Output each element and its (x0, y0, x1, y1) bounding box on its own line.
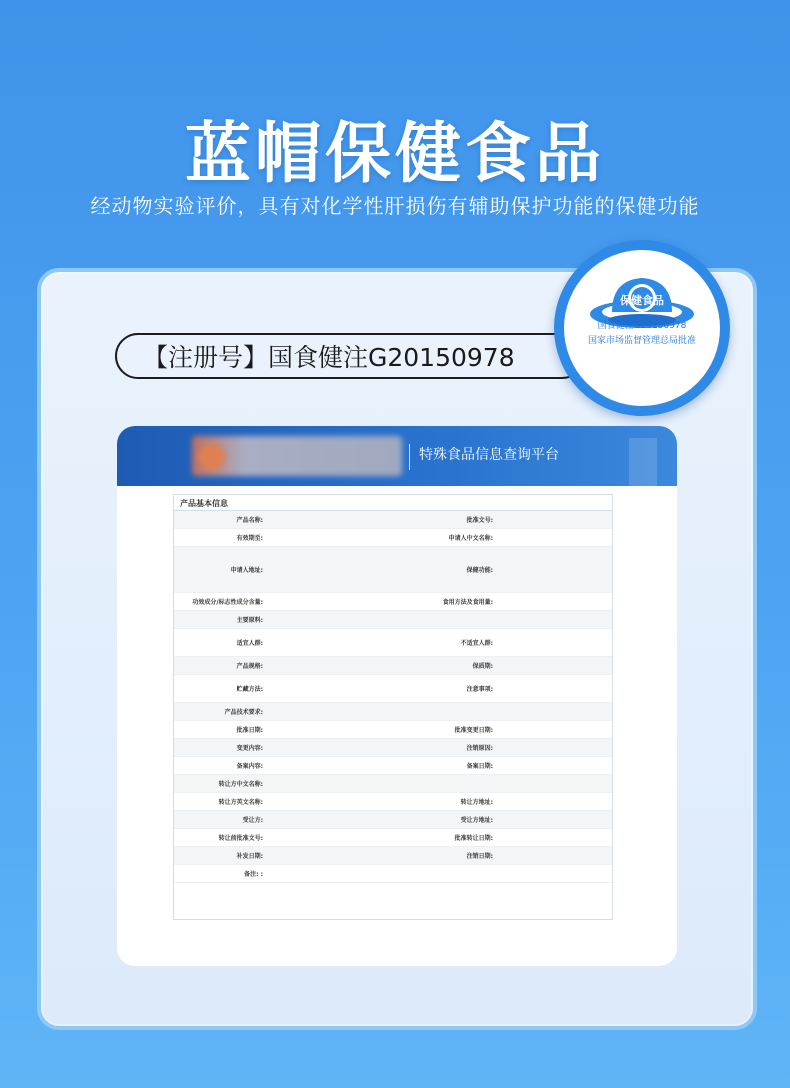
registration-pill (115, 333, 585, 379)
field-label (417, 775, 497, 792)
table-row (174, 657, 612, 675)
field-value (267, 847, 417, 864)
field-label: 注销原因: (466, 745, 493, 752)
field-value (497, 593, 614, 610)
field-value (497, 611, 614, 628)
field-label: 产品名称: (236, 517, 263, 524)
field-value (497, 529, 614, 546)
field-value (497, 703, 614, 720)
table-row (174, 547, 612, 593)
field-label: 申请人中文名称: (448, 535, 493, 542)
field-label: 不适宜人群: (460, 640, 493, 647)
platform-header (117, 426, 677, 486)
badge-authority: 国家市场监督管理总局批准 (587, 336, 696, 346)
field-value (267, 657, 417, 674)
table-row (174, 703, 612, 721)
hero-subtitle: 经动物实验评价，具有对化学性肝损伤有辅助保护功能的保健功能 (90, 194, 700, 218)
field-label: 注意事项: (466, 686, 493, 693)
table-row (174, 811, 612, 829)
field-label: 转让方地址: (460, 799, 493, 806)
table-row (174, 529, 612, 547)
table-row (174, 721, 612, 739)
table-row (174, 675, 612, 703)
badge-label: 保健食品 (620, 294, 664, 307)
section-title: 产品基本信息 (174, 495, 612, 511)
field-label: 转让前批准文号: (218, 835, 263, 842)
field-value (267, 675, 417, 702)
field-value (497, 811, 614, 828)
field-label: 批准文号: (466, 517, 493, 524)
field-label (417, 611, 497, 628)
platform-title: 特殊食品信息查询平台 (419, 447, 559, 463)
field-value (267, 593, 417, 610)
field-label: 备注: : (244, 871, 263, 878)
field-label: 补发日期: (236, 853, 263, 860)
table-row (174, 775, 612, 793)
field-label: 批准转让日期: (454, 835, 493, 842)
table-row (174, 611, 612, 629)
field-label: 产品技术要求: (224, 709, 263, 716)
field-value (267, 611, 417, 628)
field-value (267, 703, 417, 720)
field-value (497, 511, 614, 528)
field-value (497, 847, 614, 864)
field-value (497, 629, 614, 656)
field-label: 贮藏方法: (236, 686, 263, 693)
field-label: 受让方地址: (460, 817, 493, 824)
field-label: 备案日期: (466, 763, 493, 770)
field-label: 食用方法及食用量: (442, 599, 493, 606)
field-value (267, 629, 417, 656)
field-value (497, 865, 614, 882)
table-row (174, 739, 612, 757)
field-value (267, 811, 417, 828)
field-value (267, 721, 417, 738)
field-label: 适宜人群: (236, 640, 263, 647)
building-graphic (629, 438, 657, 486)
field-label: 转让方中文名称: (218, 781, 263, 788)
field-value (497, 657, 614, 674)
field-value (497, 547, 614, 592)
registration-text: 【注册号】国食健注G20150978 (143, 343, 515, 372)
badge-inner (564, 250, 720, 406)
field-label: 功效成分/标志性成分含量: (192, 599, 263, 606)
field-value (267, 829, 417, 846)
field-value (497, 675, 614, 702)
field-label: 变更内容: (236, 745, 263, 752)
header-separator (409, 444, 410, 470)
field-value (497, 739, 614, 756)
field-value (267, 511, 417, 528)
field-label: 保质期: (472, 663, 493, 670)
info-rows (174, 511, 612, 883)
field-label: 受让方: (242, 817, 263, 824)
field-label: 转让方英文名称: (218, 799, 263, 806)
platform-screenshot (117, 426, 677, 966)
hero-title: 蓝帽保健食品 (185, 115, 605, 192)
field-label: 备案内容: (236, 763, 263, 770)
field-value (267, 739, 417, 756)
table-row (174, 511, 612, 529)
field-label (417, 703, 497, 720)
table-row (174, 847, 612, 865)
field-label (417, 865, 497, 882)
field-label: 申请人地址: (230, 567, 263, 574)
table-row (174, 593, 612, 611)
field-value (497, 829, 614, 846)
field-value (267, 529, 417, 546)
field-label: 批准日期: (236, 727, 263, 734)
blurred-logo-mark (199, 444, 225, 470)
field-value (267, 793, 417, 810)
product-info-table (173, 494, 613, 920)
table-row (174, 757, 612, 775)
field-value (267, 865, 417, 882)
field-label: 产品规格: (236, 663, 263, 670)
field-label: 有效期至: (236, 535, 263, 542)
field-value (497, 793, 614, 810)
badge-approval-number: 国食健注G20150978 (597, 321, 687, 331)
field-value (497, 721, 614, 738)
field-label: 批准变更日期: (454, 727, 493, 734)
field-value (267, 547, 417, 592)
table-row (174, 793, 612, 811)
field-value (497, 757, 614, 774)
table-row (174, 629, 612, 657)
table-row (174, 865, 612, 883)
field-value (497, 775, 614, 792)
field-label: 主要原料: (236, 617, 263, 624)
health-food-badge (554, 240, 730, 416)
field-value (267, 757, 417, 774)
field-value (267, 775, 417, 792)
field-label: 注销日期: (466, 853, 493, 860)
field-label: 保健功能: (466, 567, 493, 574)
table-row (174, 829, 612, 847)
